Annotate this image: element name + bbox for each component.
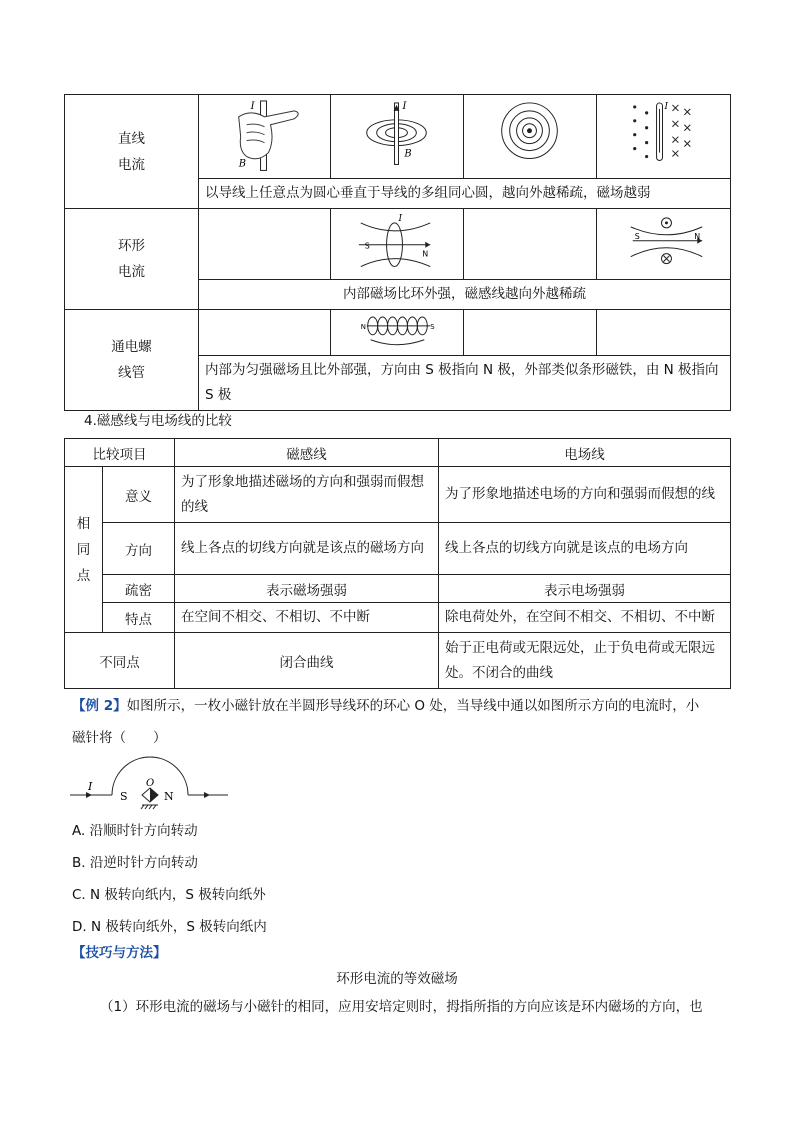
magnetic-density: 表示磁场强弱	[175, 575, 439, 603]
straight-current-description: 以导线上任意点为圆心垂直于导线的多组同心圆，越向外越稀疏，磁场越弱	[199, 179, 731, 209]
solenoid-description: 内部为匀强磁场且比外部强，方向由 S 极指向 N 极，外部类似条形磁铁，由 N 极指向 S 极	[199, 356, 731, 411]
svg-text:S: S	[430, 322, 435, 331]
svg-text:N: N	[164, 790, 174, 803]
option-c: C. N 极转向纸内，S 极转向纸外	[72, 887, 266, 903]
header-electric-lines: 电场线	[439, 439, 731, 467]
svg-text:N: N	[422, 249, 429, 259]
field-line-comparison-table	[64, 438, 731, 689]
figure-ring-current	[331, 209, 464, 279]
empty-cell	[464, 309, 597, 356]
svg-text:I: I	[250, 100, 255, 112]
svg-text:N: N	[694, 232, 701, 242]
svg-text:N: N	[360, 322, 366, 331]
option-d: D. N 极转向纸外，S 极转向纸内	[72, 919, 267, 935]
svg-text:I: I	[664, 101, 669, 112]
figure-ring-section	[597, 209, 731, 279]
svg-text:B: B	[404, 148, 412, 160]
figure-solenoid	[331, 309, 464, 356]
item-meaning: 意义	[103, 467, 175, 523]
same-points-label: 相 同 点	[65, 467, 103, 633]
tips-paragraph: （1）环形电流的磁场与小磁针的相同，应用安培定则时，拇指所指的方向应该是环内磁场的方向，也	[100, 999, 703, 1015]
tips-subtitle: 环形电流的等效磁场	[336, 971, 458, 987]
electric-meaning: 为了形象地描述电场的方向和强弱而假想的线	[439, 467, 731, 523]
example-text-line1: 如图所示，一枚小磁针放在半圆形导线环的环心 O 处，当导线中通以如图所示方向的电流时，小	[126, 698, 700, 714]
empty-cell	[199, 309, 331, 356]
option-a: A. 沿顺时针方向转动	[72, 823, 198, 839]
figure-dots-crosses	[597, 95, 731, 179]
different-points-label: 不同点	[65, 633, 175, 689]
tips-heading: 【技巧与方法】	[72, 945, 167, 961]
svg-text:B: B	[238, 158, 246, 170]
ring-current-description: 内部磁场比环外强，磁感线越向外越稀疏	[199, 279, 731, 309]
option-b: B. 沿逆时针方向转动	[72, 855, 198, 871]
row-label-solenoid: 通电螺 线管	[65, 309, 199, 411]
example-text-line2: 磁针将（ ）	[72, 730, 167, 746]
figure-concentric-perspective	[331, 95, 464, 179]
svg-text:I: I	[398, 214, 403, 225]
magnetic-direction: 线上各点的切线方向就是该点的磁场方向	[175, 523, 439, 575]
header-magnetic-lines: 磁感线	[175, 439, 439, 467]
header-compare-item: 比较项目	[65, 439, 175, 467]
magnetic-meaning: 为了形象地描述磁场的方向和强弱而假想的线	[175, 467, 439, 523]
electric-open-curve: 始于正电荷或无限远处，止于负电荷或无限远处。不闭合的曲线	[439, 633, 731, 689]
svg-text:S: S	[364, 242, 370, 252]
svg-text:S: S	[634, 232, 640, 242]
magnetic-features: 在空间不相交、不相切、不中断	[175, 603, 439, 633]
row-label-ring-current: 环形 电流	[65, 209, 199, 309]
magnetic-closed-curve: 闭合曲线	[175, 633, 439, 689]
row-label-straight-current: 直线 电流	[65, 95, 199, 209]
empty-cell	[464, 209, 597, 279]
figure-right-hand-grip	[199, 95, 331, 179]
item-direction: 方向	[103, 523, 175, 575]
svg-text:O: O	[146, 778, 155, 789]
magnetic-field-table	[64, 94, 731, 411]
section-4-title: 4.磁感线与电场线的比较	[84, 413, 232, 429]
electric-density: 表示电场强弱	[439, 575, 731, 603]
figure-concentric-circles	[464, 95, 597, 179]
electric-features: 除电荷处外，在空间不相交、不相切、不中断	[439, 603, 731, 633]
empty-cell	[597, 309, 731, 356]
svg-text:I: I	[402, 100, 407, 112]
item-density: 疏密	[103, 575, 175, 603]
example-tag: 【例 2】	[72, 698, 127, 714]
empty-cell	[199, 209, 331, 279]
item-features: 特点	[103, 603, 175, 633]
electric-direction: 线上各点的切线方向就是该点的电场方向	[439, 523, 731, 575]
semicircle-wire-compass-figure	[70, 752, 230, 814]
example-2-question	[72, 694, 732, 718]
svg-text:S: S	[120, 790, 128, 803]
svg-text:I: I	[88, 780, 93, 793]
